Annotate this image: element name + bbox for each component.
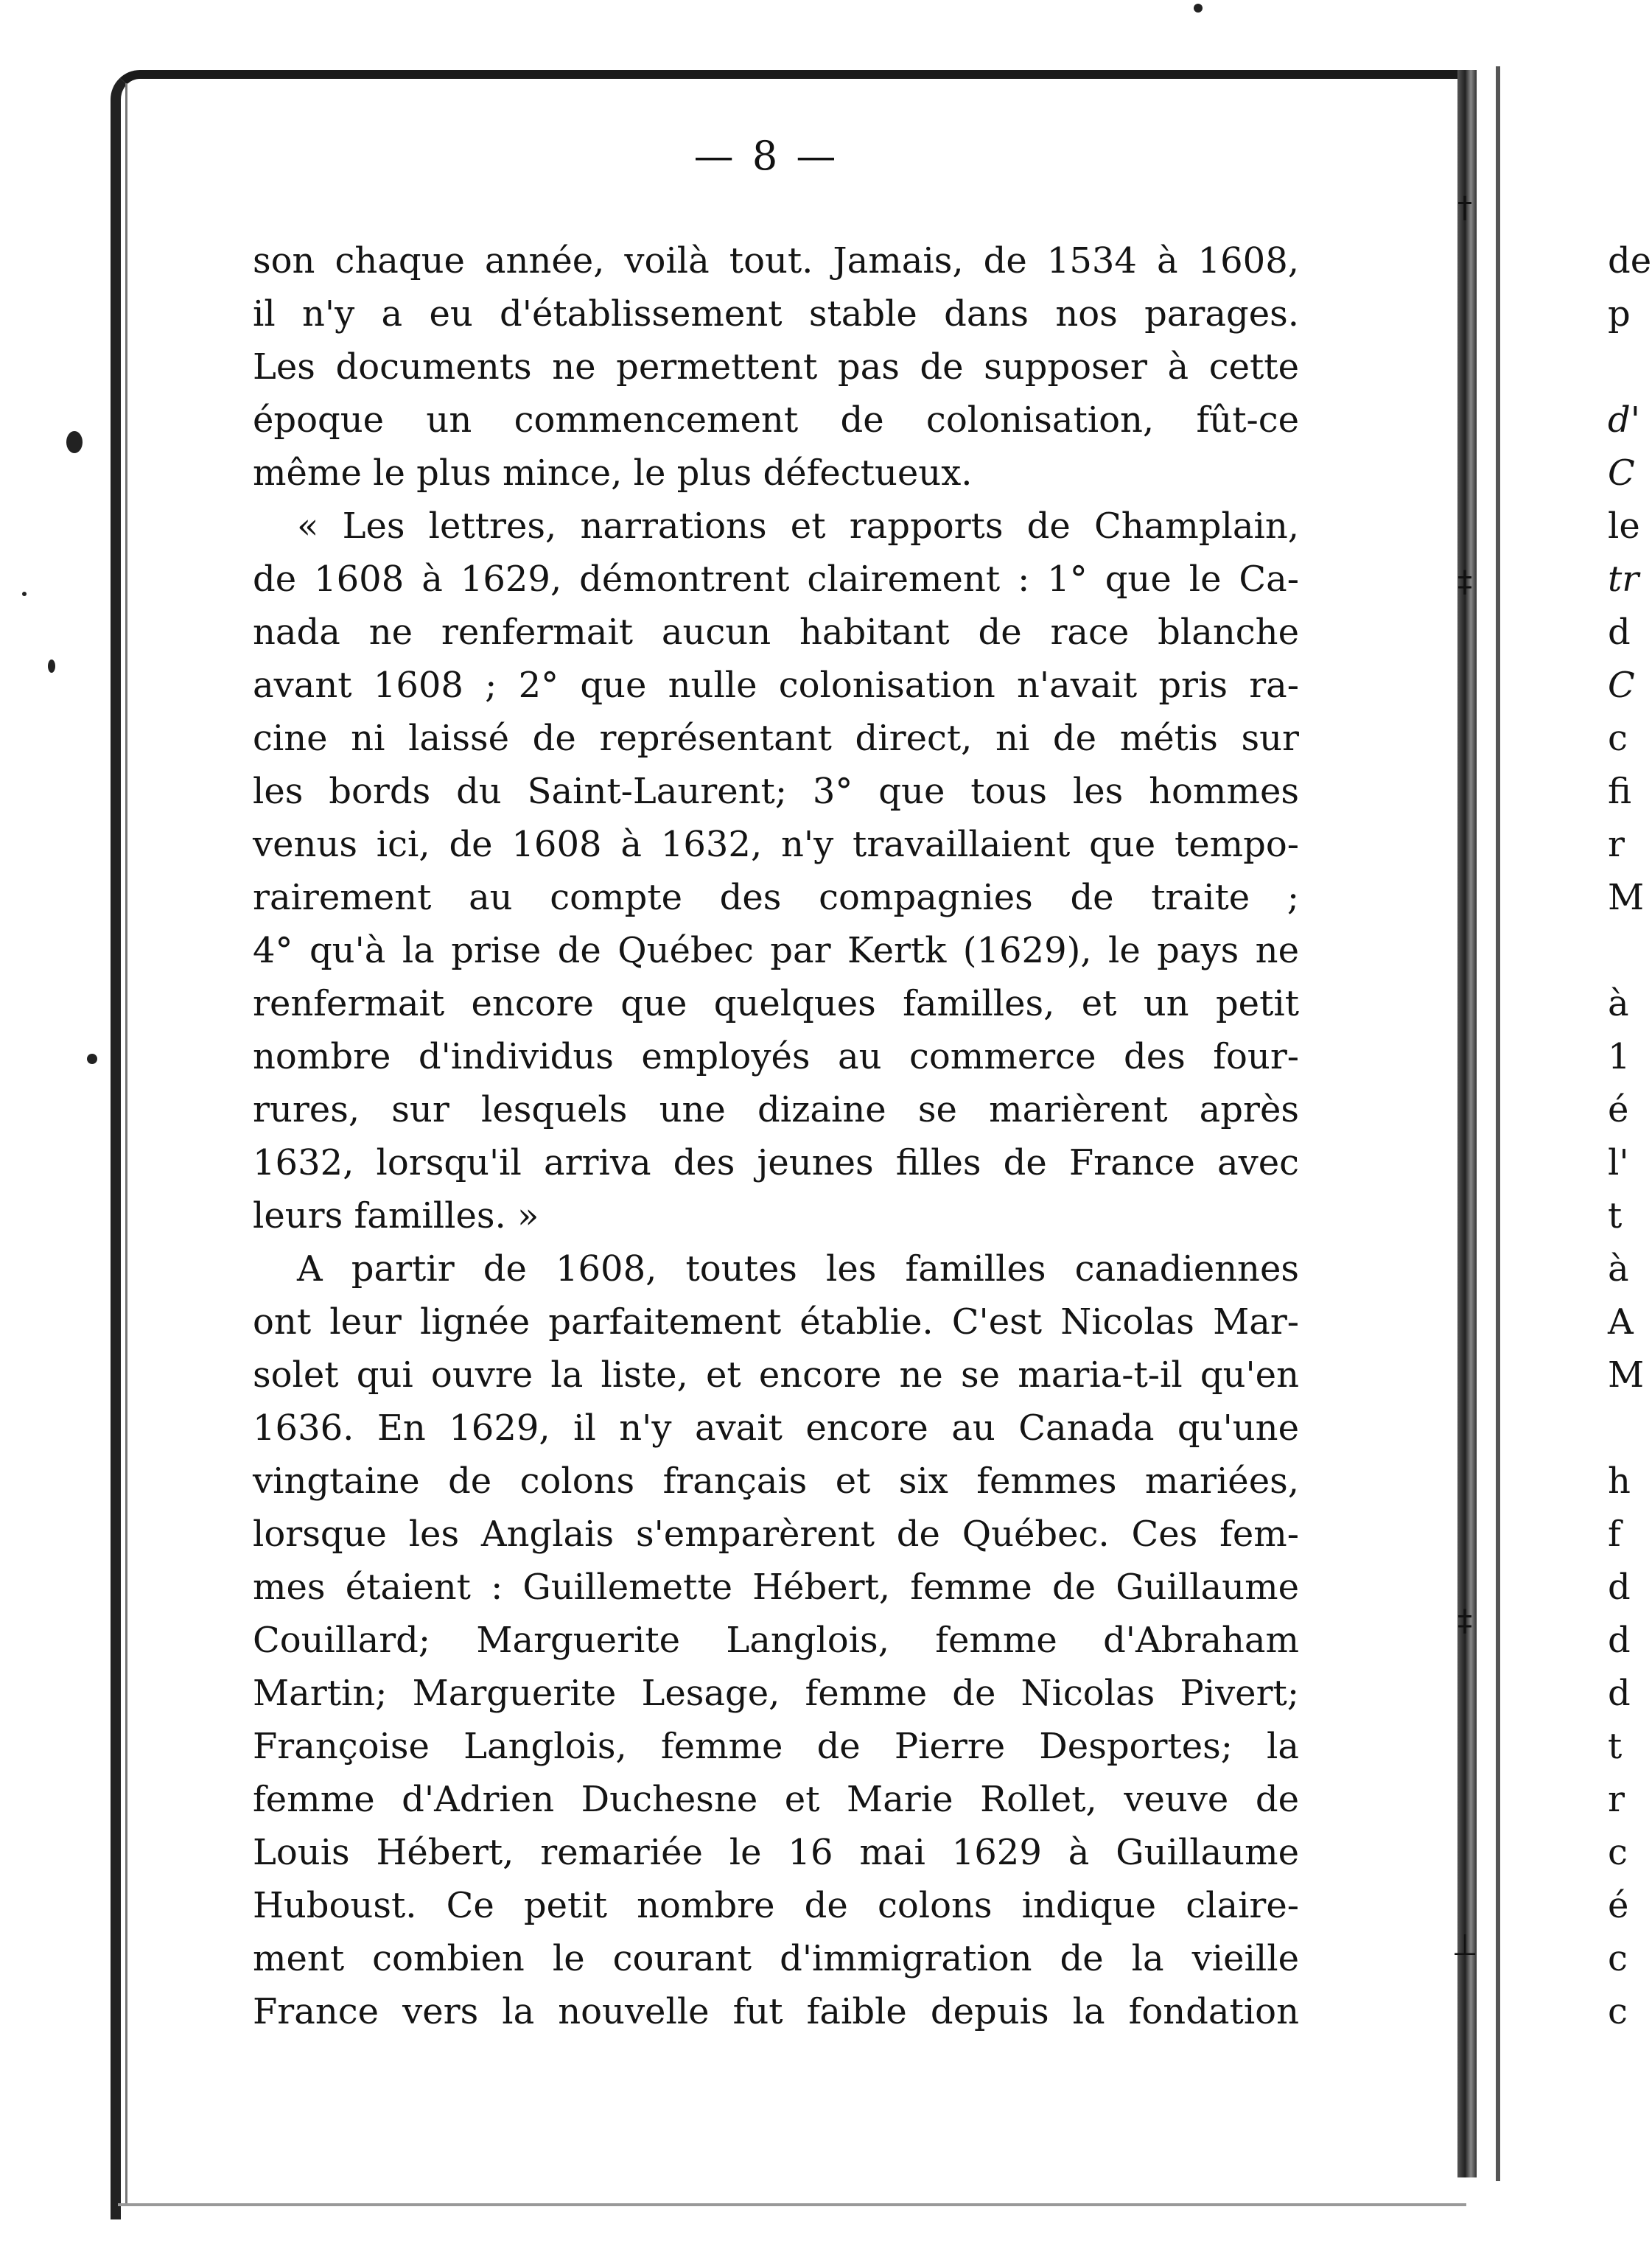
scan-speck [87, 1054, 97, 1064]
facing-line-fragment: C [1608, 452, 1635, 494]
facing-line-fragment: p [1608, 293, 1631, 335]
facing-line-fragment [1608, 924, 1652, 977]
body-text [253, 234, 1299, 2038]
text-line: avant 1608 ; 2° que nulle colonisation n'avait pris ra- [253, 665, 1299, 706]
facing-line-fragment: r [1608, 1779, 1625, 1820]
facing-line-fragment: le [1608, 505, 1640, 547]
facing-page-fragment [1608, 234, 1652, 2038]
page-number: — 8 — [693, 133, 839, 179]
text-line: ont leur lignée parfaitement établie. C'est Nicolas Mar- [253, 1301, 1299, 1343]
binding-thread-mark: † [1457, 191, 1472, 225]
text-line: rairement au compte des compagnies de traite ; [253, 877, 1299, 918]
facing-line-fragment: M [1608, 1354, 1645, 1396]
facing-line-fragment: tr [1608, 559, 1639, 600]
facing-line-fragment [1608, 1402, 1652, 1455]
facing-line-fragment: d [1608, 1620, 1631, 1661]
facing-line-fragment: C [1608, 665, 1635, 706]
text-line: Martin; Marguerite Lesage, femme de Nicolas Pivert; [253, 1673, 1299, 1714]
text-line: il n'y a eu d'établissement stable dans nos parages. [253, 293, 1299, 335]
facing-line-fragment: c [1608, 718, 1628, 759]
facing-line-fragment: t [1608, 1726, 1623, 1767]
text-line: 1636. En 1629, il n'y avait encore au Canada qu'une [253, 1407, 1299, 1449]
text-line: femme d'Adrien Duchesne et Marie Rollet, veuve de [253, 1779, 1299, 1820]
text-line: Les documents ne permettent pas de supposer à cette [253, 346, 1299, 388]
text-line: nombre d'individus employés au commerce des four- [253, 1036, 1299, 1077]
scan-speck [1194, 4, 1203, 13]
text-line: cine ni laissé de représentant direct, ni de métis sur [253, 718, 1299, 759]
text-line: Couillard; Marguerite Langlois, femme d'Abraham [253, 1620, 1299, 1661]
text-line: vingtaine de colons français et six femmes mariées, [253, 1460, 1299, 1502]
facing-line-fragment: M [1608, 877, 1645, 918]
facing-line-fragment: r [1608, 824, 1625, 865]
text-line: même le plus mince, le plus défectueux. [253, 452, 973, 494]
scan-speck [22, 592, 27, 596]
facing-line-fragment: d [1608, 1567, 1631, 1608]
text-line: les bords du Saint-Laurent; 3° que tous les hommes [253, 771, 1299, 812]
scan-speck [66, 431, 83, 453]
text-line: Louis Hébert, remariée le 16 mai 1629 à Guillaume [253, 1832, 1299, 1873]
facing-line-fragment [1608, 340, 1652, 393]
text-line: nada ne renfermait aucun habitant de race blanche [253, 612, 1299, 653]
scan-speck [48, 660, 55, 673]
facing-line-fragment: à [1608, 1248, 1629, 1290]
text-line: rures, sur lesquels une dizaine se marièrent après [253, 1089, 1299, 1130]
facing-line-fragment: 1 [1608, 1036, 1631, 1077]
text-line: 4° qu'à la prise de Québec par Kertk (1629), le pays ne [253, 930, 1299, 971]
text-line: lorsque les Anglais s'emparèrent de Québec. Ces fem- [253, 1514, 1299, 1555]
text-line: mes étaient : Guillemette Hébert, femme de Guillaume [253, 1567, 1299, 1608]
facing-line-fragment: d [1608, 612, 1631, 653]
text-line: France vers la nouvelle fut faible depuis la fondation [253, 1991, 1299, 2032]
facing-line-fragment: é [1608, 1885, 1629, 1926]
facing-line-fragment: c [1608, 1991, 1628, 2032]
text-line: A partir de 1608, toutes les familles canadiennes [297, 1248, 1299, 1290]
facing-line-fragment: de [1608, 240, 1652, 281]
facing-line-fragment: c [1608, 1938, 1628, 1979]
text-line: « Les lettres, narrations et rapports de Champlain, [297, 505, 1299, 547]
binding-thread-mark: ‡ [1457, 565, 1472, 599]
facing-line-fragment: d [1608, 1673, 1631, 1714]
binding-thread-mark: ‡ [1457, 1604, 1472, 1638]
text-line: 1632, lorsqu'il arriva des jeunes filles de France avec [253, 1142, 1299, 1183]
facing-line-fragment: é [1608, 1089, 1629, 1130]
facing-line-fragment: t [1608, 1195, 1623, 1236]
facing-line-fragment: A [1608, 1301, 1634, 1343]
binding-thread-mark: ⊥ [1452, 1928, 1478, 1962]
facing-line-fragment: f [1608, 1514, 1621, 1555]
text-line: renfermait encore que quelques familles, et un petit [253, 983, 1299, 1024]
facing-line-fragment: d' [1608, 399, 1640, 441]
text-line: ment combien le courant d'immigration de la vieille [253, 1938, 1299, 1979]
text-line: venus ici, de 1608 à 1632, n'y travaillaient que tempo- [253, 824, 1299, 865]
text-line: Françoise Langlois, femme de Pierre Desportes; la [253, 1726, 1299, 1767]
facing-line-fragment: l' [1608, 1142, 1629, 1183]
facing-line-fragment: fi [1608, 771, 1632, 812]
text-line: leurs familles. » [253, 1195, 539, 1236]
spine-edge [1496, 66, 1500, 2181]
text-line: solet qui ouvre la liste, et encore ne se maria-t-il qu'en [253, 1354, 1299, 1396]
page-bottom-edge [118, 2203, 1466, 2206]
text-line: son chaque année, voilà tout. Jamais, de 1534 à 1608, [253, 240, 1299, 281]
text-line: de 1608 à 1629, démontrent clairement : 1° que le Ca- [253, 559, 1299, 600]
book-gutter [1457, 70, 1477, 2177]
facing-line-fragment: à [1608, 983, 1629, 1024]
facing-line-fragment: c [1608, 1832, 1628, 1873]
text-line: époque un commencement de colonisation, fût-ce [253, 399, 1299, 441]
facing-line-fragment: h [1608, 1460, 1631, 1502]
text-line: Huboust. Ce petit nombre de colons indique claire- [253, 1885, 1299, 1926]
